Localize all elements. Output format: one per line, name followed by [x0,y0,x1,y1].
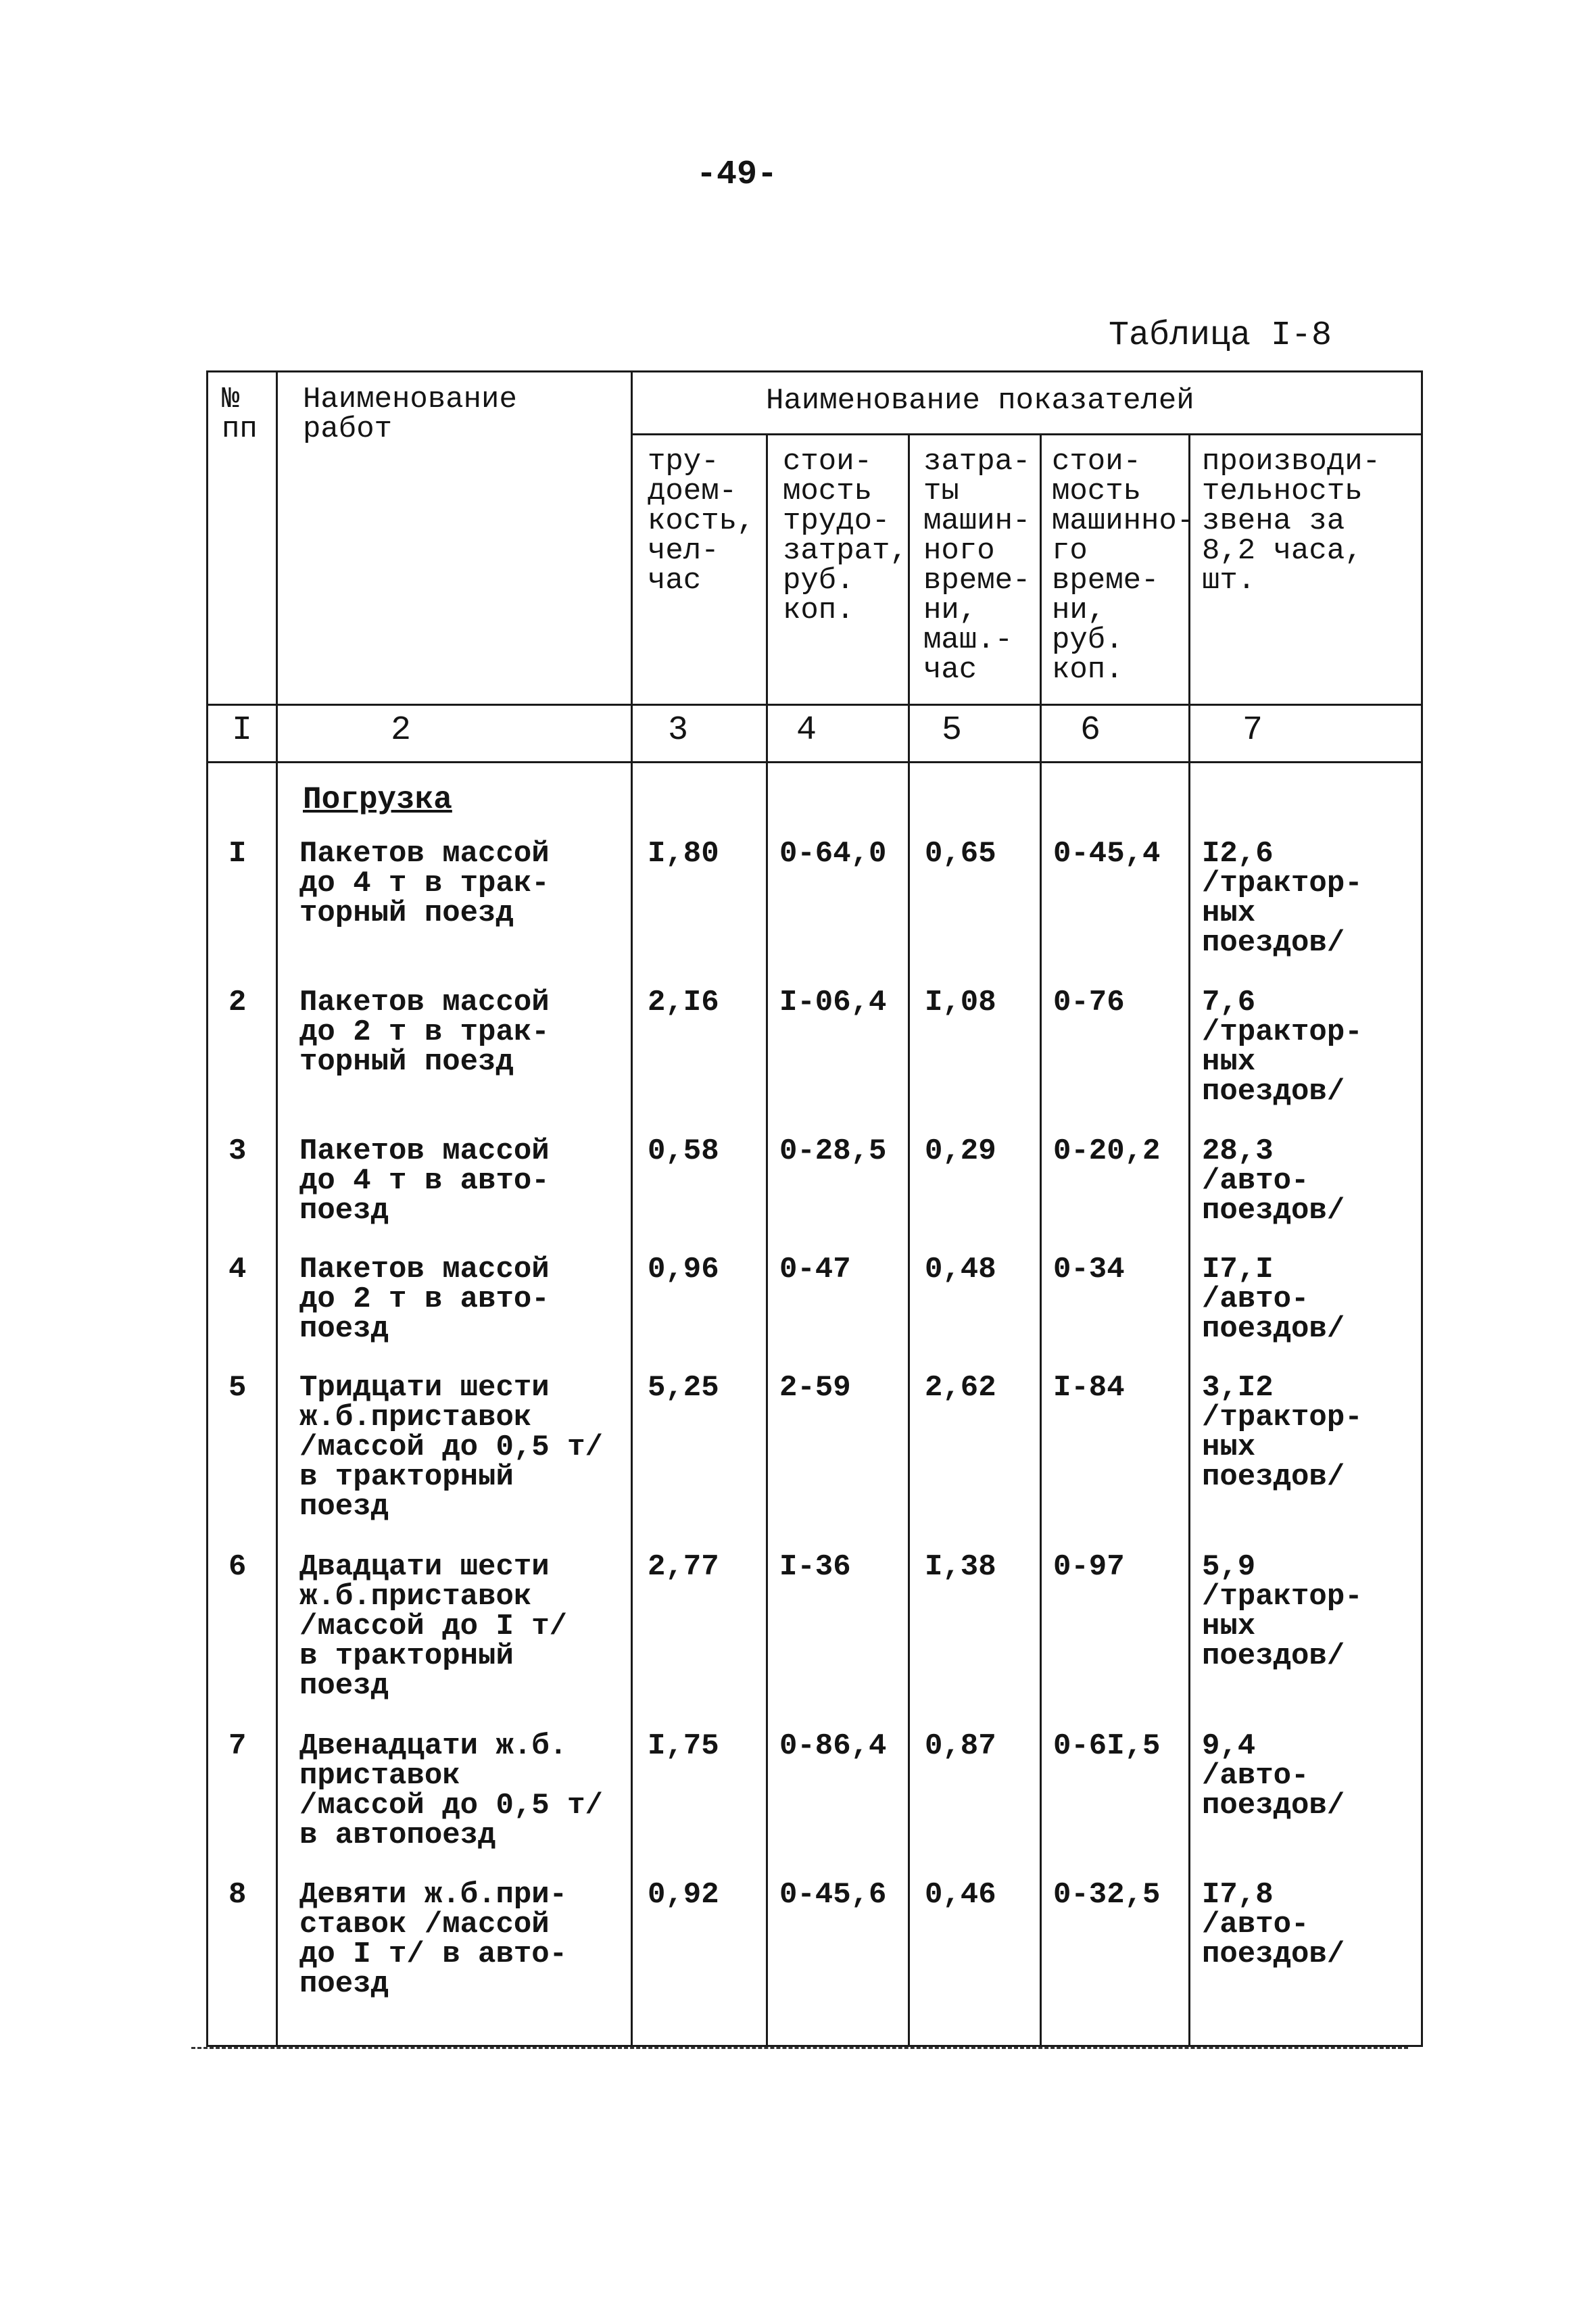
work-name: Двадцати шести ж.б.приставок /массой до I т/ в тракторный поезд [299,1550,568,1703]
machine-cost: 0-6I,5 [1053,1729,1161,1763]
machine-time: I,08 [925,986,996,1019]
work-name: Пакетов массой до 4 т в трак- торный поезд [299,837,550,930]
table-caption: Таблица I-8 [1109,316,1332,355]
column-number: 2 [391,711,412,750]
work-name: Пакетов массой до 4 т в авто- поезд [299,1134,550,1228]
labor-cost: 0-64,0 [779,837,887,871]
machine-cost: 0-32,5 [1053,1878,1161,1912]
header-col7: производи- тельность звена за 8,2 часа, шт. [1202,445,1381,598]
machine-time: 2,62 [925,1371,996,1405]
productivity: I7,8 /авто- поездов/ [1202,1878,1345,1971]
labor-intensity: 0,96 [648,1253,719,1286]
header-col4: стои- мость трудо- затрат, руб. коп. [783,445,908,627]
machine-time: I,38 [925,1550,996,1584]
labor-cost: 2-59 [779,1371,851,1405]
labor-intensity: 2,77 [648,1550,719,1584]
row-number: 7 [228,1729,247,1763]
header-name: Наименование работ [303,383,517,446]
row-divider [208,704,1421,706]
machine-time: 0,46 [925,1878,996,1912]
productivity: 3,I2 /трактор- ных поездов/ [1202,1371,1363,1494]
header-col5: затра- ты машин- ного време- ни, маш.- час [923,445,1031,687]
row-divider [208,761,1421,763]
data-table [206,370,1423,2047]
row-number: 5 [228,1371,247,1405]
labor-cost: 0-28,5 [779,1134,887,1168]
labor-intensity: 0,92 [648,1878,719,1912]
machine-cost: 0-20,2 [1053,1134,1161,1168]
table-bottom-rule [191,2047,1408,2049]
col-divider [276,372,278,2045]
productivity: 9,4 /авто- поездов/ [1202,1729,1345,1823]
column-number: 4 [796,711,817,750]
work-name: Тридцати шести ж.б.приставок /массой до 0,5 т/ в тракторный поезд [299,1371,603,1524]
column-number: 3 [668,711,689,750]
section-title: Погрузка [303,782,452,817]
machine-cost: 0-34 [1053,1253,1125,1286]
productivity: 5,9 /трактор- ных поездов/ [1202,1550,1363,1673]
work-name: Пакетов массой до 2 т в авто- поезд [299,1253,550,1346]
machine-cost: 0-76 [1053,986,1125,1019]
labor-cost: 0-86,4 [779,1729,887,1763]
productivity: I7,I /авто- поездов/ [1202,1253,1345,1346]
labor-cost: 0-45,6 [779,1878,887,1912]
labor-cost: I-36 [779,1550,851,1584]
header-col3: тру- доем- кость, чел- час [648,445,755,598]
labor-intensity: 0,58 [648,1134,719,1168]
work-name: Двенадцати ж.б. приставок /массой до 0,5 т/ в автопоезд [299,1729,603,1852]
machine-time: 0,65 [925,837,996,871]
header-col6: стои- мость машинно- го време- ни, руб. коп. [1052,445,1195,687]
labor-intensity: I,75 [648,1729,719,1763]
row-divider [631,433,1421,435]
work-name: Девяти ж.б.при- ставок /массой до I т/ в авто- поезд [299,1878,568,2001]
column-number: 6 [1080,711,1101,750]
productivity: 7,6 /трактор- ных поездов/ [1202,986,1363,1109]
machine-cost: I-84 [1053,1371,1125,1405]
labor-intensity: I,80 [648,837,719,871]
col-divider [1040,433,1042,2045]
machine-cost: 0-97 [1053,1550,1125,1584]
row-number: 3 [228,1134,247,1168]
column-number: 7 [1242,711,1263,750]
row-number: I [228,837,247,871]
row-number: 2 [228,986,247,1019]
row-number: 4 [228,1253,247,1286]
machine-time: 0,87 [925,1729,996,1763]
productivity: 28,3 /авто- поездов/ [1202,1134,1345,1228]
labor-cost: I-06,4 [779,986,887,1019]
labor-intensity: 5,25 [648,1371,719,1405]
work-name: Пакетов массой до 2 т в трак- торный поезд [299,986,550,1079]
header-no: № пп [222,383,258,446]
machine-time: 0,48 [925,1253,996,1286]
header-indicators: Наименование показателей [766,384,1194,418]
machine-time: 0,29 [925,1134,996,1168]
col-divider [766,433,768,2045]
page-number: -49- [696,155,778,194]
row-number: 8 [228,1878,247,1912]
labor-intensity: 2,I6 [648,986,719,1019]
col-divider [631,372,633,2045]
productivity: I2,6 /трактор- ных поездов/ [1202,837,1363,960]
col-divider [908,433,910,2045]
labor-cost: 0-47 [779,1253,851,1286]
column-number: I [232,711,253,750]
column-number: 5 [942,711,963,750]
machine-cost: 0-45,4 [1053,837,1161,871]
row-number: 6 [228,1550,247,1584]
